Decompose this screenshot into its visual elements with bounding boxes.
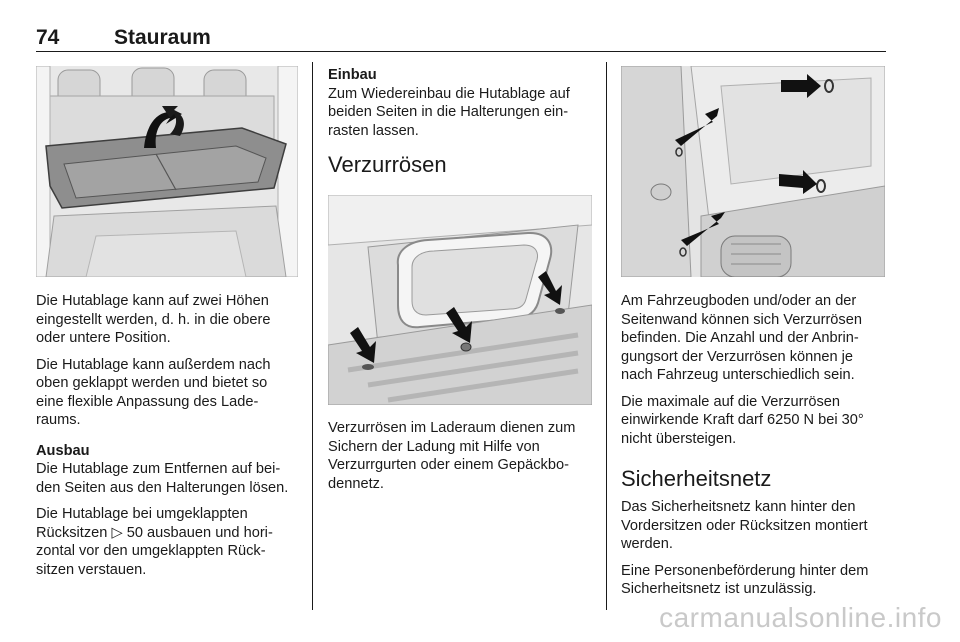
paragraph: Am Fahrzeugboden und/oder an der Seitenwand können sich Verzurrösen befinden. Die Anzahl und der Anbringungsort der Verzurrösen können je nach Fahrzeug unterschiedlich sein. [621, 293, 862, 383]
section-heading-verzurroesen: Verzurrösen [328, 152, 447, 177]
paragraph: Die Hutablage zum Entfernen auf beiden Seiten aus den Halterungen lösen. [36, 461, 289, 496]
paragraph: Verzurrösen im Laderaum dienen zum Sichern der Ladung mit Hilfe von Verzurrgurten oder einem Gepäckbodennetz. [328, 420, 576, 492]
page-title: Stauraum [114, 26, 211, 49]
subheading-einbau: Einbau [328, 67, 377, 83]
column-divider-2 [606, 62, 607, 610]
paragraph-with-reference: Die Hutablage bei umgeklappten Rücksitzen ▷ 50 ausbauen und horizontal vor den umgeklappten Rücksitzen verstauen. [36, 506, 273, 578]
lashing-eyes-wall-illustration [621, 66, 885, 277]
paragraph: Zum Wiedereinbau die Hutablage auf beiden Seiten in die Halterungen einrasten lassen. [328, 85, 570, 139]
watermark: carmanualsonline.info [659, 602, 942, 633]
page-header [36, 26, 886, 54]
column-1-text [36, 292, 298, 587]
paragraph: Eine Personenbeförderung hinter dem Sicherheitsnetz ist unzulässig. [621, 562, 869, 597]
paragraph: Die maximale auf die Verzurrösen einwirkende Kraft darf 6250 N bei 30° nicht übersteigen. [621, 393, 864, 447]
subheading-ausbau: Ausbau [36, 442, 90, 459]
parcel-shelf-illustration [36, 66, 298, 277]
lashing-eyes-floor-illustration [328, 195, 592, 405]
page-number: 74 [36, 26, 60, 49]
column-3-text [621, 292, 887, 607]
column-2-bottom-text [328, 419, 594, 501]
page-reference-link[interactable]: 50 [126, 524, 143, 541]
column-2-top-text [328, 66, 594, 192]
paragraph: Die Hutablage kann auf zwei Höhen eingestellt werden, d. h. in die obere oder untere Position. [36, 293, 271, 346]
paragraph: Das Sicherheitsnetz kann hinter den Vordersitzen oder Rücksitzen montiert werden. [621, 499, 868, 552]
arrow-triangle-right-icon: ▷ [111, 524, 123, 541]
paragraph: Die Hutablage kann außerdem nach oben geklappt werden und bietet so eine flexible Anpassung des Laderaums. [36, 356, 271, 428]
section-heading-sicherheitsnetz: Sicherheitsnetz [621, 466, 772, 491]
column-divider-1 [312, 62, 313, 610]
header-rule [36, 51, 886, 52]
